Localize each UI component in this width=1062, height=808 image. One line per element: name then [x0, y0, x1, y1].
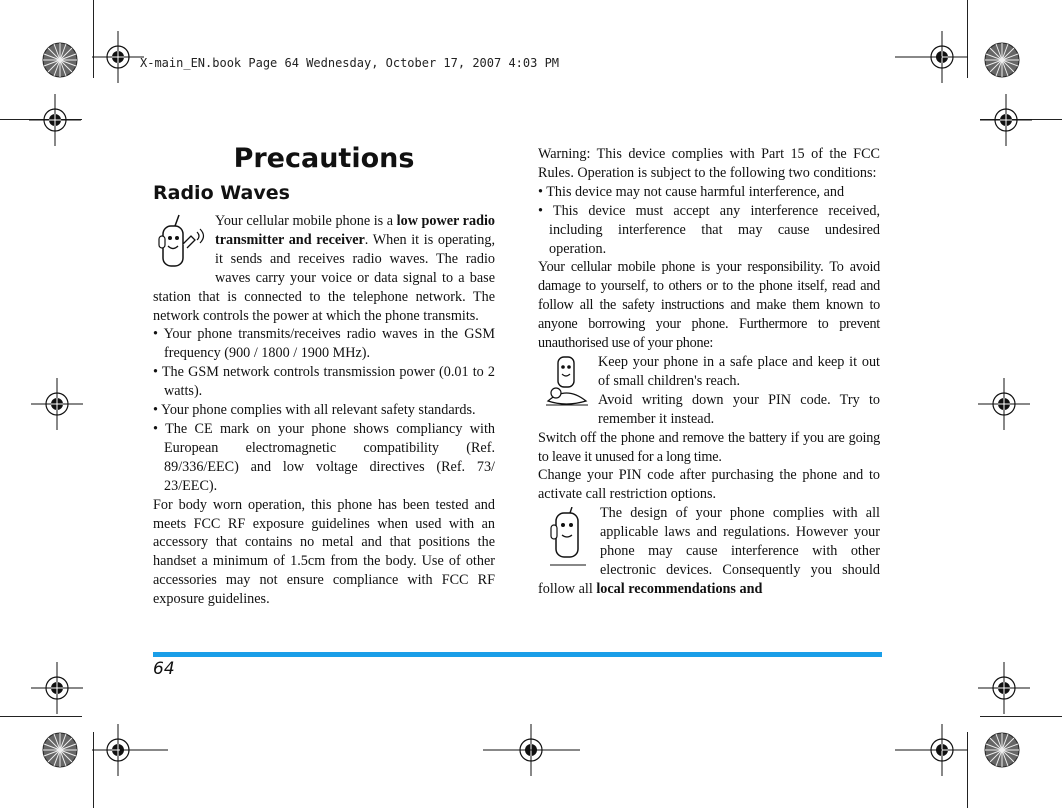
radio-waves-intro: Your cellular mobile phone is a low power radio transmitter and receiver. When it is operating, it sends and receives radio waves. The radio waves carry your voice or data signal to a base station that is connected to the telephone network. The network controls the power at which the phone transmits. [153, 213, 496, 324]
switch-off-paragraph: Switch off the phone and remove the battery if you are going to leave it unused for a long time. [538, 429, 880, 465]
tip-safe-place: Keep your phone in a safe place and keep it out of small children's reach. [598, 353, 880, 389]
footer-rule [153, 652, 882, 657]
list-item: • The CE mark on your phone shows compliancy with European electromagnetic compatibility (Ref. 89/336/EEC) and low voltage directives (Ref. 73/ 23/EEC). [153, 420, 495, 496]
list-item: • Your phone complies with all relevant safety standards. [153, 401, 495, 420]
print-slug: X-main_EN.book Page 64 Wednesday, October 17, 2007 4:03 PM [140, 56, 560, 70]
body-worn-paragraph: For body worn operation, this phone has been tested and meets FCC RF exposure guidelines when used with an accessory that contains no metal and that positions the handset a minimum of 1.5cm from the body. Use of other accessories may not ensure compliance with FCC RF exposure guidelines. [153, 496, 495, 608]
tip-pin-code: Avoid writing down your PIN code. Try to remember it instead. [598, 391, 880, 427]
radio-waves-list [153, 325, 495, 495]
list-item: • This device must accept any interference received, including interference that may cause undesired operation. [538, 202, 880, 259]
phone-child-icon [544, 355, 590, 407]
tip-block-safety [538, 353, 880, 429]
right-column [538, 145, 880, 599]
fcc-conditions [538, 183, 880, 259]
list-item: • This device may not cause harmful interference, and [538, 183, 880, 202]
design-paragraph: The design of your phone complies with all applicable laws and regulations. However your phone may cause interference with other electronic devices. Consequently you should follow all local recommendations and [538, 505, 880, 597]
phone-mascot-icon [157, 212, 209, 274]
list-item: • Your phone transmits/receives radio waves in the GSM frequency (900 / 1800 / 1900 MHz). [153, 325, 495, 363]
page-title: Precautions [233, 143, 415, 174]
phone-standing-icon [542, 507, 594, 569]
fcc-warning: Warning: This device complies with Part 15 of the FCC Rules. Operation is subject to the following two conditions: [538, 146, 880, 181]
list-item: • The GSM network controls transmission power (0.01 to 2 watts). [153, 363, 495, 401]
responsibility-paragraph: Your cellular mobile phone is your responsibility. To avoid damage to yourself, to others or to the phone itself, read and follow all the safety instructions and make them known to anyone borrowing your phone. Furthermore to prevent unauthorised use of your phone: [538, 259, 880, 352]
change-pin-paragraph: Change your PIN code after purchasing the phone and to activate call restriction options. [538, 467, 880, 503]
section-heading: Radio Waves [153, 182, 290, 204]
page-number: 64 [153, 659, 175, 679]
left-column [153, 212, 495, 609]
